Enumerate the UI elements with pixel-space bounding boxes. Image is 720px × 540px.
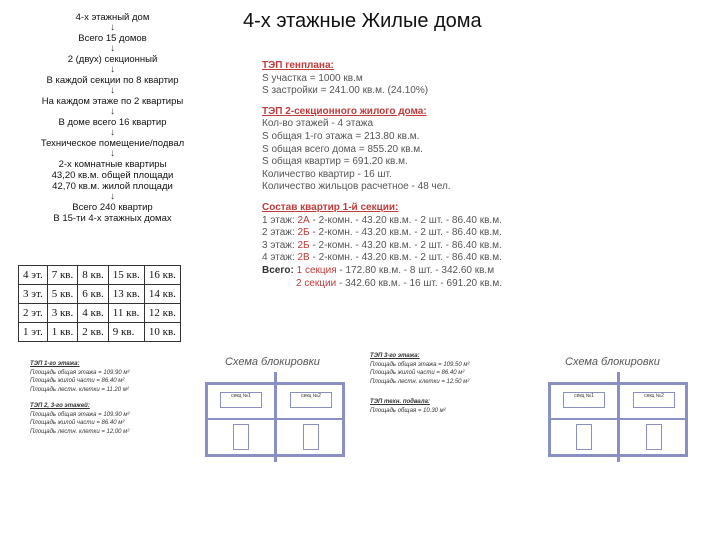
flow-step: 43,20 кв.м. общей площади — [51, 170, 174, 181]
table-cell: 12 кв. — [144, 304, 180, 323]
arrow-down-icon: ↓ — [110, 191, 115, 202]
arrow-down-icon: ↓ — [110, 106, 115, 117]
table-cell: 13 кв. — [108, 285, 144, 304]
section-label: секц №2 — [633, 392, 675, 408]
section-label: 1 секция — [296, 264, 337, 276]
floor-label: 1 этаж: — [262, 214, 298, 226]
flow-step: Техническое помещение/подвал — [40, 138, 185, 149]
floor-label: 4 этаж: — [262, 252, 298, 264]
flow-step: 4-х этажный дом — [75, 12, 150, 23]
notes-line: Площадь жилой части = 86.40 м² — [30, 420, 125, 426]
notes-line: Площадь общая этажа = 109.90 м² — [30, 369, 130, 376]
apt-code: 2А — [297, 214, 310, 226]
notes-header: ТЭП 1-го этажа: — [30, 361, 80, 367]
apt-code: 2Б — [297, 227, 310, 239]
notes-line: Площадь лестн. клетки = 12.50 м² — [370, 378, 470, 385]
total-label: Всего: — [262, 264, 294, 276]
notes-line: Площадь лестн. клетки = 11.20 м² — [30, 386, 129, 393]
sostav-row — [262, 252, 542, 265]
table-cell: 1 эт. — [19, 323, 48, 342]
table-cell: 10 кв. — [144, 323, 180, 342]
flow-step: Всего 15 домов — [78, 33, 147, 44]
table-cell: 8 кв. — [78, 266, 109, 285]
table-cell: 11 кв. — [108, 304, 144, 323]
notes-line: Площадь общая = 10.30 м² — [370, 407, 446, 414]
tep-line: S общая 1-го этажа = 213.80 кв.м. — [262, 130, 420, 142]
notes-line: Площадь жилой части = 86.40 м² — [30, 378, 125, 384]
table-cell: 14 кв. — [144, 285, 180, 304]
flow-step: 2 (двух) секционный — [67, 54, 158, 65]
tep-header: ТЭП 2-секционного жилого дома: — [262, 105, 427, 117]
apt-info: - 2-комн. - 43.20 кв.м. - 2 шт. - 86.40 кв.м. — [309, 252, 502, 264]
table-row — [19, 285, 181, 304]
sostav-row — [262, 215, 542, 228]
table-cell: 3 кв. — [47, 304, 78, 323]
notes-header: ТЭП 2, 3-го этажей: — [30, 403, 90, 409]
table-cell: 7 кв. — [47, 266, 78, 285]
table-cell: 4 кв. — [78, 304, 109, 323]
notes-line: Площадь жилой части = 86.40 м² — [370, 370, 465, 376]
floor-plan-right — [548, 372, 688, 464]
sostav-total — [262, 265, 542, 278]
arrow-down-icon: ↓ — [110, 64, 115, 75]
apt-info: - 2-комн. - 43.20 кв.м. - 2 шт. - 86.40 кв.м. — [309, 227, 502, 239]
notes-line: Площадь лестн. клетки = 12.00 м² — [30, 428, 130, 435]
genplan-line: S участка = 1000 кв.м — [262, 72, 363, 84]
plan-notes-right — [370, 352, 540, 415]
flow-diagram — [20, 12, 205, 224]
table-cell: 16 кв. — [144, 266, 180, 285]
sostav-row — [262, 227, 542, 240]
sostav-row — [262, 240, 542, 253]
table-cell: 15 кв. — [108, 266, 144, 285]
table-cell: 6 кв. — [78, 285, 109, 304]
plan-title: Схема блокировки — [565, 356, 660, 368]
genplan-header: ТЭП генплана: — [262, 60, 334, 71]
sostav-total — [262, 278, 542, 291]
notes-line: Площадь общая этажа = 109.50 м² — [370, 361, 470, 368]
sostav-header: Состав квартир 1-й секции: — [262, 201, 399, 213]
table-row — [19, 323, 181, 342]
arrow-down-icon: ↓ — [110, 22, 115, 33]
flow-step: На каждом этаже по 2 квартиры — [41, 96, 184, 107]
notes-header: ТЭП техн. подвала: — [370, 399, 430, 405]
table-cell: 9 кв. — [108, 323, 144, 342]
plan-title: Схема блокировки — [225, 356, 320, 368]
table-row — [19, 304, 181, 323]
tep-line: Кол-во этажей - 4 этажа — [262, 118, 374, 130]
flow-step: 2-х комнатные квартиры — [58, 159, 167, 170]
tep-stats — [262, 60, 542, 290]
total-info: - 342.60 кв.м. - 16 шт. - 691.20 кв.м. — [336, 277, 502, 289]
apt-code: 2В — [297, 252, 310, 264]
table-cell: 2 кв. — [78, 323, 109, 342]
tep-line: Количество жильцов расчетное - 48 чел. — [262, 181, 451, 193]
apartment-table — [18, 265, 181, 342]
notes-line: Площадь общая этажа = 109.90 м² — [30, 411, 130, 418]
arrow-down-icon: ↓ — [110, 148, 115, 159]
table-row — [19, 266, 181, 285]
apt-code: 2Б — [297, 239, 310, 251]
flow-step: В 15-ти 4-х этажных домах — [53, 213, 172, 224]
flow-step: В доме всего 16 квартир — [58, 117, 167, 128]
table-cell: 2 эт. — [19, 304, 48, 323]
table-cell: 1 кв. — [47, 323, 78, 342]
tep-line: Количество квартир - 16 шт. — [262, 168, 392, 180]
table-cell: 5 кв. — [47, 285, 78, 304]
arrow-down-icon: ↓ — [110, 127, 115, 138]
table-cell: 3 эт. — [19, 285, 48, 304]
section-label: секц №1 — [220, 392, 262, 408]
tep-line: S общая квартир = 691.20 кв.м. — [262, 156, 408, 168]
apt-info: - 2-комн. - 43.20 кв.м. - 2 шт. - 86.40 кв.м. — [309, 214, 502, 226]
tep-line: S общая всего дома = 855.20 кв.м. — [262, 143, 423, 155]
section-label: 2 секции — [296, 277, 337, 289]
flow-step: 42,70 кв.м. жилой площади — [52, 181, 173, 192]
arrow-down-icon: ↓ — [110, 43, 115, 54]
flow-step: Всего 240 квартир — [72, 202, 153, 213]
flow-step: В каждой секции по 8 квартир — [46, 75, 179, 86]
apt-info: - 2-комн. - 43.20 кв.м. - 2 шт. - 86.40 кв.м. — [309, 239, 502, 251]
notes-header: ТЭП 3-го этажа: — [370, 353, 420, 359]
plan-notes-left — [30, 360, 200, 436]
floor-plan-left — [205, 372, 345, 464]
page-title: 4-х этажные Жилые дома — [243, 10, 482, 32]
genplan-line: S застройки = 241.00 кв.м. (24.10%) — [262, 85, 429, 97]
section-label: секц №2 — [290, 392, 332, 408]
table-cell: 4 эт. — [19, 266, 48, 285]
section-label: секц №1 — [563, 392, 605, 408]
total-info: - 172.80 кв.м. - 8 шт. - 342.60 кв.м — [336, 264, 495, 276]
arrow-down-icon: ↓ — [110, 85, 115, 96]
floor-label: 3 этаж: — [262, 239, 298, 251]
floor-label: 2 этаж: — [262, 227, 298, 239]
